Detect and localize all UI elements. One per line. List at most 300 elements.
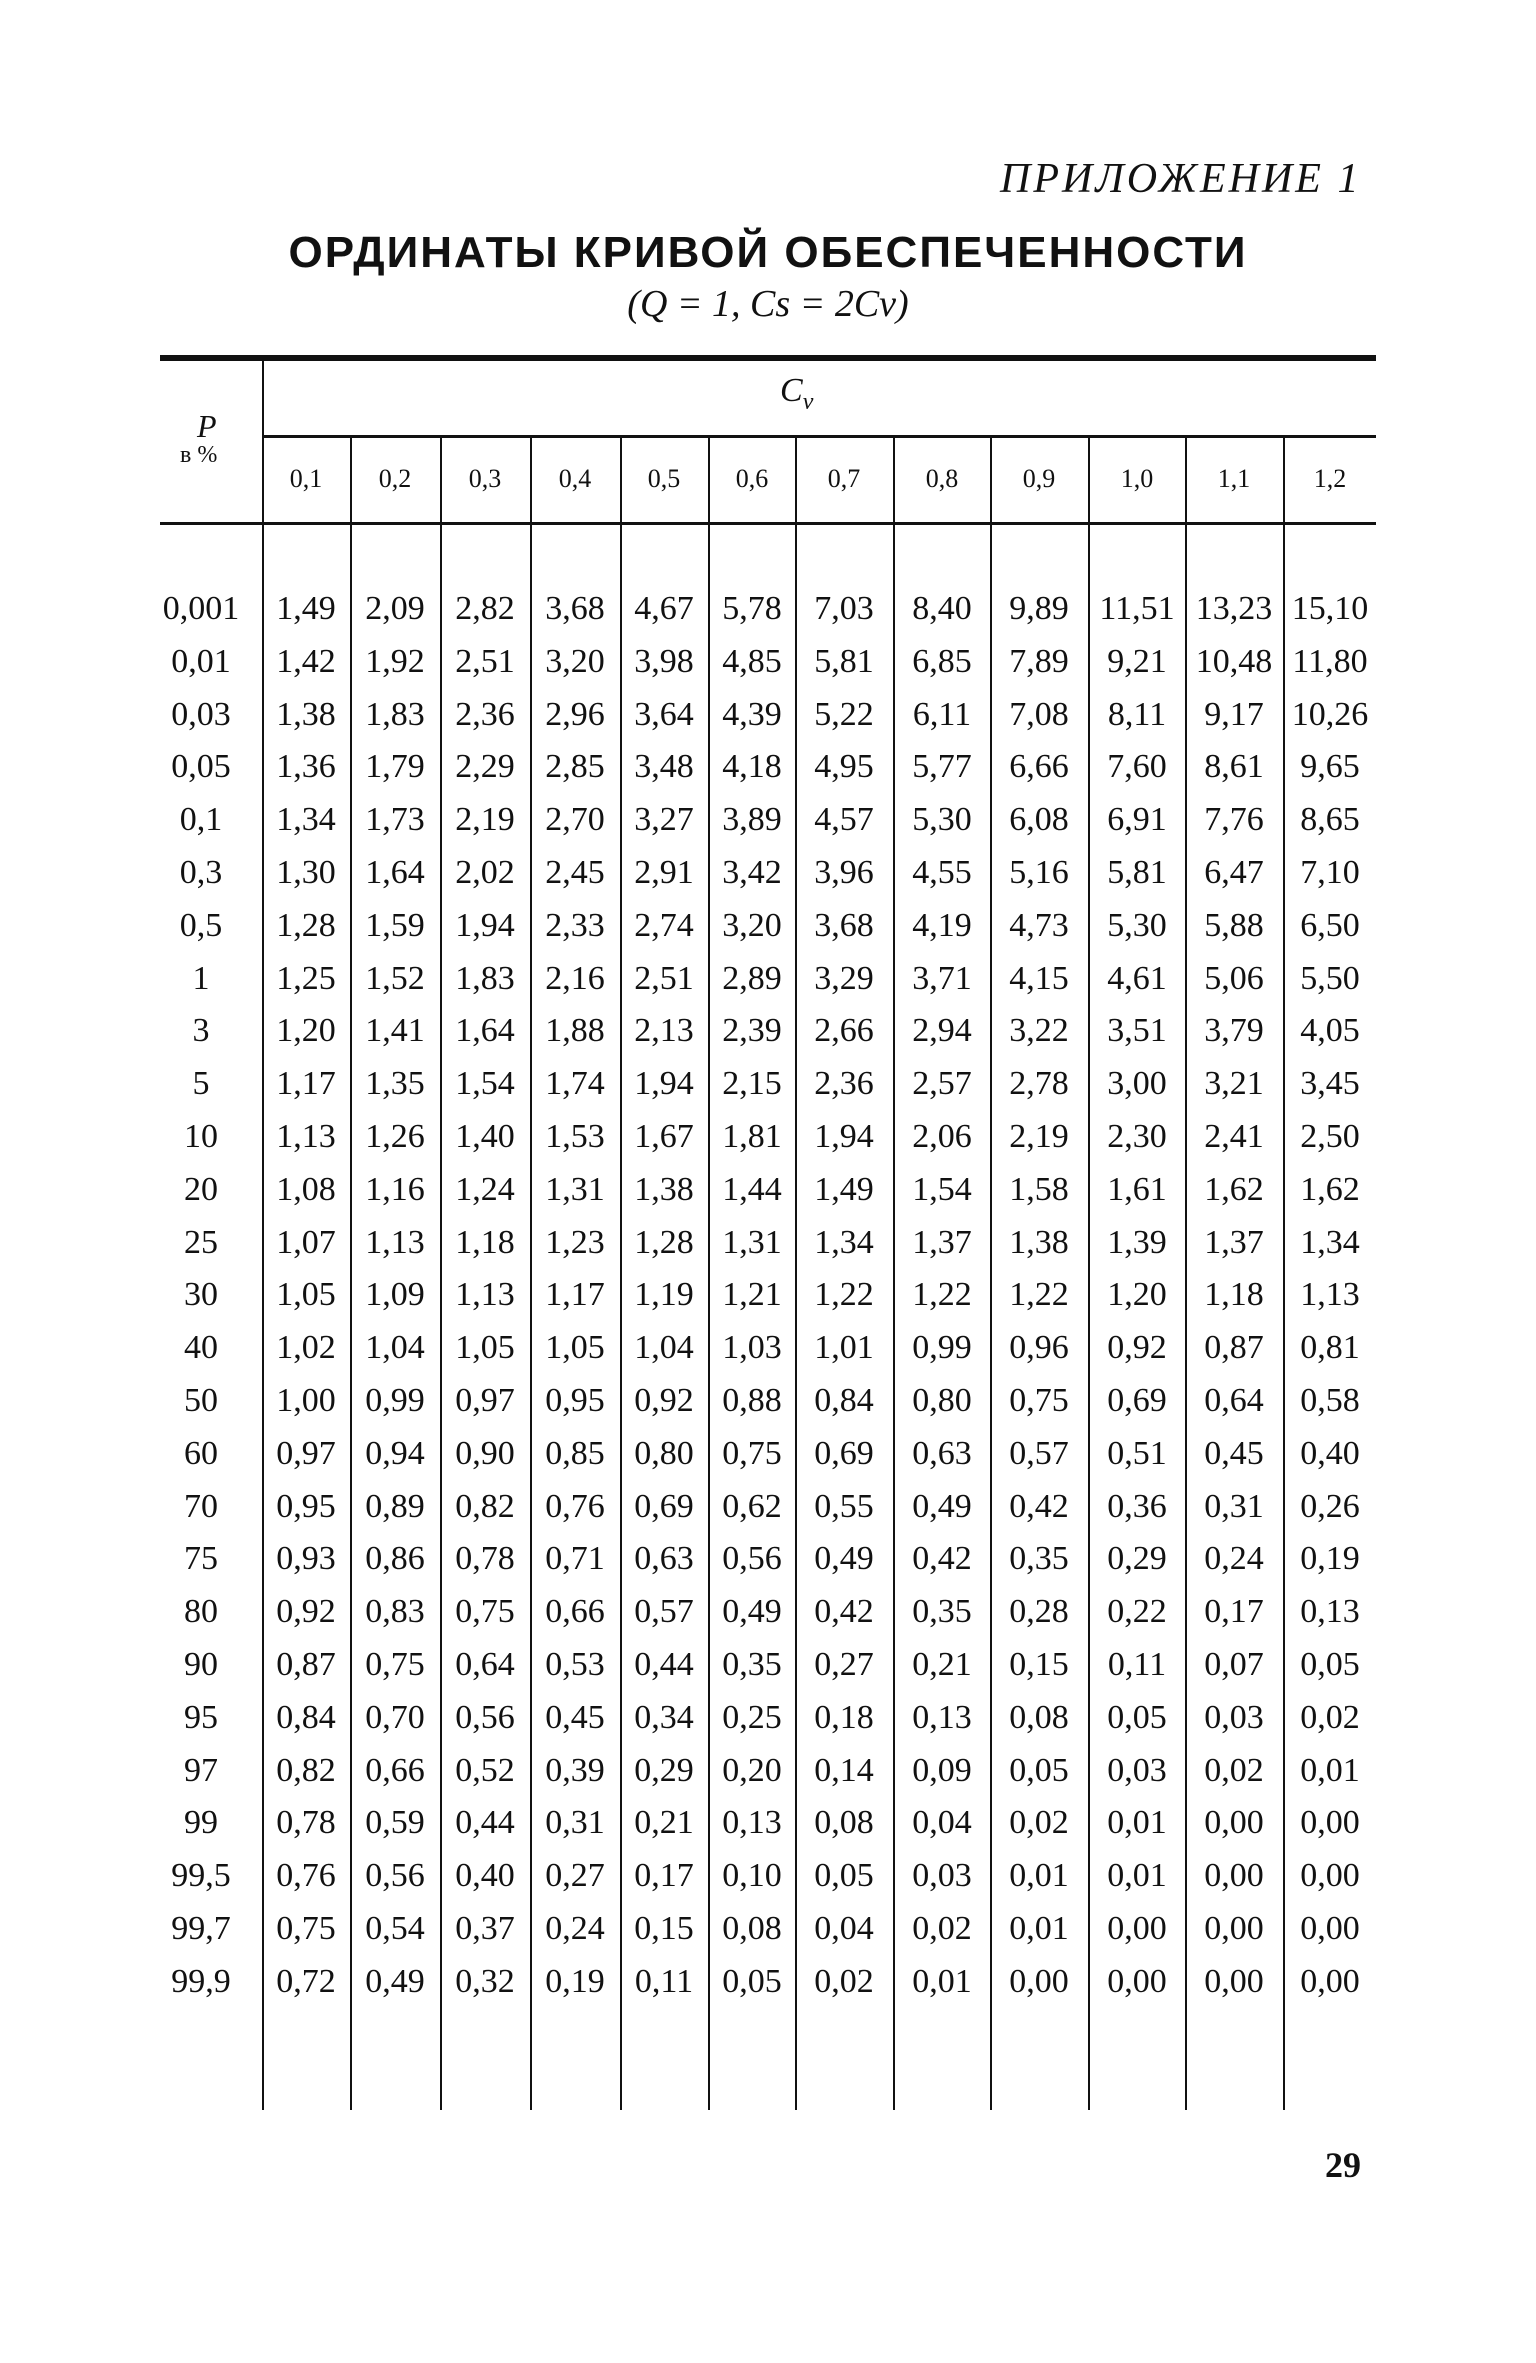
ordinate-cell: 0,27 [814, 1646, 874, 1683]
ordinate-cell: 0,51 [1107, 1434, 1167, 1472]
cv-column-header: 0,2 [378, 464, 412, 493]
ordinate-cell: 8,65 [1300, 801, 1360, 839]
ordinate-cell: 0,36 [1107, 1487, 1167, 1525]
ordinate-cell: 1,00 [276, 1382, 336, 1419]
ordinate-cell: 2,15 [722, 1065, 782, 1103]
probability-cell: 60 [184, 1434, 218, 1472]
probability-cell: 90 [184, 1646, 218, 1683]
ordinate-cell: 2,78 [1009, 1065, 1069, 1103]
ordinate-cell: 4,61 [1107, 959, 1167, 997]
ordinate-cell: 8,40 [912, 590, 972, 627]
ordinate-cell: 11,51 [1099, 590, 1175, 627]
ordinate-cell: 2,70 [545, 801, 605, 839]
ordinate-cell: 4,19 [912, 906, 972, 944]
cv-column-header: 1,1 [1217, 464, 1251, 493]
ordinate-cell: 0,42 [814, 1593, 874, 1631]
ordinate-cell: 1,19 [634, 1276, 694, 1314]
ordinate-cell: 0,75 [455, 1593, 515, 1631]
ordinate-cell: 0,17 [634, 1857, 694, 1895]
ordinate-cell: 0,45 [1204, 1434, 1264, 1472]
ordinate-cell: 0,63 [912, 1434, 972, 1472]
ordinate-cell: 3,71 [912, 959, 972, 997]
ordinate-cell: 0,85 [545, 1434, 605, 1472]
cv-group-header [780, 372, 813, 416]
ordinate-cell: 3,45 [1300, 1065, 1360, 1103]
ordinate-cell: 1,52 [365, 959, 425, 997]
ordinate-cell: 0,55 [814, 1487, 874, 1525]
ordinate-cell: 0,80 [912, 1382, 972, 1419]
ordinate-cell: 0,56 [365, 1857, 425, 1895]
ordinate-cell: 4,18 [722, 748, 782, 786]
ordinate-cell: 5,30 [1107, 906, 1167, 944]
ordinate-cell: 0,31 [545, 1804, 605, 1842]
ordinate-cell: 3,00 [1107, 1065, 1167, 1103]
ordinate-cell: 0,26 [1300, 1487, 1360, 1525]
ordinate-cell: 1,05 [455, 1329, 515, 1367]
ordinate-cell: 0,93 [276, 1540, 336, 1578]
ordinate-cell: 1,92 [365, 642, 425, 680]
ordinate-cell: 1,17 [276, 1065, 336, 1103]
ordinate-cell: 1,44 [722, 1170, 782, 1208]
ordinate-cell: 0,29 [634, 1751, 694, 1789]
ordinate-cell: 1,88 [545, 1012, 605, 1050]
ordinate-cell: 3,68 [545, 590, 605, 627]
probability-cell: 0,01 [171, 642, 231, 680]
ordinate-cell: 3,20 [545, 642, 605, 680]
ordinate-cell: 0,53 [545, 1646, 605, 1683]
ordinate-cell: 0,70 [365, 1698, 425, 1736]
ordinate-cell: 2,33 [545, 906, 605, 944]
ordinate-cell: 1,94 [634, 1065, 694, 1103]
ordinate-cell: 0,63 [634, 1540, 694, 1578]
ordinate-cell: 4,15 [1009, 959, 1069, 997]
cv-header-rule [262, 435, 1376, 438]
ordinate-cell: 3,89 [722, 801, 782, 839]
ordinate-cell: 0,40 [455, 1857, 515, 1895]
ordinate-cell: 0,13 [912, 1698, 972, 1736]
ordinate-cell: 1,22 [1009, 1276, 1069, 1314]
ordinate-cell: 0,00 [1300, 1857, 1360, 1895]
ordinate-cell: 9,65 [1300, 748, 1360, 786]
probability-cell: 99 [184, 1804, 218, 1842]
cv-column-header: 1,2 [1313, 464, 1347, 493]
ordinate-cell: 5,81 [814, 642, 874, 680]
ordinate-cell: 0,24 [545, 1910, 605, 1947]
ordinate-cell: 1,01 [814, 1329, 874, 1367]
ordinate-cell: 6,47 [1204, 854, 1264, 891]
probability-cell: 5 [192, 1065, 210, 1103]
ordinate-cell: 9,89 [1009, 590, 1069, 627]
ordinate-cell: 0,04 [912, 1804, 972, 1842]
ordinate-cell: 7,60 [1107, 748, 1167, 786]
ordinate-cell: 1,62 [1300, 1170, 1360, 1208]
ordinate-cell: 1,64 [455, 1012, 515, 1050]
ordinate-cell: 1,31 [722, 1223, 782, 1261]
ordinate-cell: 0,99 [912, 1329, 972, 1367]
ordinate-cell: 1,53 [545, 1118, 605, 1155]
ordinate-cell: 0,04 [814, 1910, 874, 1947]
ordinate-cell: 1,25 [276, 959, 336, 997]
ordinate-cell: 0,11 [634, 1962, 694, 2000]
ordinate-cell: 2,16 [545, 959, 605, 997]
cv-column-header: 0,1 [289, 464, 323, 493]
ordinate-cell: 2,50 [1300, 1118, 1360, 1155]
ordinate-cell: 4,57 [814, 801, 874, 839]
ordinate-cell: 0,17 [1204, 1593, 1264, 1631]
ordinate-cell: 0,13 [722, 1804, 782, 1842]
ordinate-cell: 1,22 [912, 1276, 972, 1314]
ordinate-cell: 0,03 [1204, 1698, 1264, 1736]
probability-cell: 75 [184, 1540, 218, 1578]
ordinate-cell: 5,78 [722, 590, 782, 627]
ordinate-cell: 0,00 [1204, 1962, 1264, 2000]
ordinate-cell: 0,62 [722, 1487, 782, 1525]
ordinate-cell: 1,13 [276, 1118, 336, 1155]
ordinate-cell: 1,05 [276, 1276, 336, 1314]
ordinate-cell: 1,13 [1300, 1276, 1360, 1314]
probability-cell: 99,5 [171, 1857, 231, 1895]
ordinate-cell: 2,51 [634, 959, 694, 997]
probability-cell: 0,001 [162, 590, 240, 627]
ordinate-cell: 0,57 [1009, 1434, 1069, 1472]
ordinate-cell: 0,90 [455, 1434, 515, 1472]
probability-cell: 80 [184, 1593, 218, 1631]
ordinate-cell: 0,42 [1009, 1487, 1069, 1525]
probability-cell: 1 [192, 959, 210, 997]
ordinate-cell: 0,95 [276, 1487, 336, 1525]
ordinate-cell: 0,09 [912, 1751, 972, 1789]
ordinate-cell: 0,15 [634, 1910, 694, 1947]
probability-cell: 97 [184, 1751, 218, 1789]
ordinate-cell: 0,22 [1107, 1593, 1167, 1631]
ordinate-cell: 5,16 [1009, 854, 1069, 891]
ordinate-cell: 1,22 [814, 1276, 874, 1314]
ordinate-cell: 5,81 [1107, 854, 1167, 891]
ordinate-cell: 0,00 [1300, 1962, 1360, 2000]
ordinate-cell: 2,29 [455, 748, 515, 786]
ordinate-cell: 5,50 [1300, 959, 1360, 997]
ordinate-cell: 0,05 [814, 1857, 874, 1895]
ordinate-cell: 0,84 [276, 1698, 336, 1736]
ordinate-cell: 0,05 [722, 1962, 782, 2000]
ordinate-cell: 1,74 [545, 1065, 605, 1103]
ordinate-cell: 7,89 [1009, 642, 1069, 680]
ordinate-cell: 0,87 [1204, 1329, 1264, 1367]
ordinate-cell: 1,35 [365, 1065, 425, 1103]
ordinate-cell: 6,66 [1009, 748, 1069, 786]
ordinate-cell: 0,75 [722, 1434, 782, 1472]
ordinate-cell: 1,40 [455, 1118, 515, 1155]
ordinate-cell: 3,96 [814, 854, 874, 891]
ordinate-cell: 0,35 [1009, 1540, 1069, 1578]
ordinate-cell: 2,36 [455, 695, 515, 733]
page-number: 29 [1325, 2145, 1361, 2185]
ordinate-cell: 1,09 [365, 1276, 425, 1314]
ordinate-cell: 0,58 [1300, 1382, 1360, 1419]
ordinate-cell: 0,72 [276, 1962, 336, 2000]
ordinate-cell: 0,05 [1300, 1646, 1360, 1683]
table-top-rule [160, 355, 1376, 361]
ordinate-cell: 2,45 [545, 854, 605, 891]
ordinate-cell: 2,89 [722, 959, 782, 997]
ordinate-cell: 0,66 [365, 1751, 425, 1789]
ordinate-cell: 2,30 [1107, 1118, 1167, 1155]
ordinate-cell: 0,25 [722, 1698, 782, 1736]
ordinate-cell: 1,38 [276, 695, 336, 733]
ordinate-cell: 0,49 [912, 1487, 972, 1525]
ordinate-cell: 2,85 [545, 748, 605, 786]
ordinate-cell: 1,28 [276, 906, 336, 944]
ordinate-cell: 1,36 [276, 748, 336, 786]
probability-cell: 95 [184, 1698, 218, 1736]
ordinate-cell: 0,19 [1300, 1540, 1360, 1578]
probability-cell: 20 [184, 1170, 218, 1208]
ordinate-cell: 3,64 [634, 695, 694, 733]
ordinate-cell: 0,75 [276, 1910, 336, 1947]
ordinate-cell: 1,18 [1204, 1276, 1264, 1314]
ordinate-cell: 2,74 [634, 906, 694, 944]
ordinate-cell: 0,78 [455, 1540, 515, 1578]
ordinate-cell: 4,85 [722, 642, 782, 680]
ordinate-cell: 0,44 [455, 1804, 515, 1842]
ordinate-cell: 1,41 [365, 1012, 425, 1050]
probability-cell: 0,1 [179, 801, 223, 839]
ordinate-cell: 0,27 [545, 1857, 605, 1895]
ordinate-cell: 7,10 [1300, 854, 1360, 891]
ordinate-cell: 0,59 [365, 1804, 425, 1842]
ordinate-cell: 0,07 [1204, 1646, 1264, 1683]
ordinate-cell: 1,81 [722, 1118, 782, 1155]
ordinate-cell: 6,08 [1009, 801, 1069, 839]
ordinate-cell: 6,91 [1107, 801, 1167, 839]
ordinate-cell: 11,80 [1292, 642, 1368, 680]
ordinate-cell: 0,13 [1300, 1593, 1360, 1631]
ordinate-cell: 0,92 [634, 1382, 694, 1419]
cv-column-header: 0,8 [925, 464, 959, 493]
ordinate-cell: 1,73 [365, 801, 425, 839]
ordinate-cell: 0,32 [455, 1962, 515, 2000]
ordinate-cell: 2,91 [634, 854, 694, 891]
ordinate-cell: 0,66 [545, 1593, 605, 1631]
ordinate-cell: 0,03 [1107, 1751, 1167, 1789]
ordinate-cell: 3,22 [1009, 1012, 1069, 1050]
ordinate-cell: 1,83 [365, 695, 425, 733]
ordinate-cell: 0,29 [1107, 1540, 1167, 1578]
ordinate-cell: 3,48 [634, 748, 694, 786]
probability-cell: 10 [184, 1118, 218, 1155]
ordinate-cell: 2,13 [634, 1012, 694, 1050]
ordinate-cell: 0,69 [634, 1487, 694, 1525]
ordinate-cell: 0,92 [1107, 1329, 1167, 1367]
cv-column-header: 1,0 [1120, 464, 1154, 493]
ordinate-cell: 1,58 [1009, 1170, 1069, 1208]
ordinate-cell: 0,71 [545, 1540, 605, 1578]
ordinate-cell: 0,76 [545, 1487, 605, 1525]
ordinate-cell: 9,21 [1107, 642, 1167, 680]
ordinate-cell: 0,00 [1204, 1804, 1264, 1842]
ordinate-cell: 0,57 [634, 1593, 694, 1631]
ordinate-cell: 0,87 [276, 1646, 336, 1683]
ordinate-cell: 0,00 [1204, 1857, 1264, 1895]
ordinate-cell: 1,23 [545, 1223, 605, 1261]
ordinate-cell: 0,82 [276, 1751, 336, 1789]
ordinate-cell: 0,52 [455, 1751, 515, 1789]
ordinate-cell: 0,02 [1300, 1698, 1360, 1736]
ordinate-cell: 4,55 [912, 854, 972, 891]
ordinate-cell: 2,94 [912, 1012, 972, 1050]
p-column-label: P [197, 408, 217, 444]
ordinate-cell: 2,57 [912, 1065, 972, 1103]
ordinate-cell: 1,67 [634, 1118, 694, 1155]
ordinate-cell: 0,94 [365, 1434, 425, 1472]
cv-column-header: 0,4 [558, 464, 592, 493]
probability-cell: 99,7 [171, 1910, 231, 1947]
ordinate-cell: 0,97 [276, 1434, 336, 1472]
cv-column-header: 0,6 [735, 464, 769, 493]
ordinate-cell: 4,39 [722, 695, 782, 733]
ordinate-cell: 0,56 [722, 1540, 782, 1578]
probability-cell: 3 [192, 1012, 210, 1050]
ordinate-cell: 0,01 [1300, 1751, 1360, 1789]
ordinate-cell: 0,02 [912, 1910, 972, 1947]
ordinate-cell: 0,21 [912, 1646, 972, 1683]
ordinate-cell: 0,01 [912, 1962, 972, 2000]
ordinate-cell: 1,49 [276, 590, 336, 627]
ordinate-cell: 1,18 [455, 1223, 515, 1261]
ordinate-cell: 1,38 [634, 1170, 694, 1208]
ordinate-cell: 1,79 [365, 748, 425, 786]
cv-column-header: 0,9 [1022, 464, 1056, 493]
ordinate-cell: 0,84 [814, 1382, 874, 1419]
ordinate-cell: 7,76 [1204, 801, 1264, 839]
ordinate-cell: 1,21 [722, 1276, 782, 1314]
ordinate-cell: 0,76 [276, 1857, 336, 1895]
probability-cell: 25 [184, 1223, 218, 1261]
page-title: ОРДИНАТЫ КРИВОЙ ОБЕСПЕЧЕННОСТИ [288, 228, 1248, 277]
ordinate-cell: 0,00 [1009, 1962, 1069, 2000]
ordinate-cell: 1,02 [276, 1329, 336, 1367]
ordinate-cell: 1,05 [545, 1329, 605, 1367]
page-subtitle: (Q = 1, Cs = 2Cv) [627, 283, 909, 325]
ordinate-cell: 1,31 [545, 1170, 605, 1208]
ordinate-cell: 0,97 [455, 1382, 515, 1419]
ordinate-cell: 1,13 [455, 1276, 515, 1314]
ordinate-cell: 0,49 [722, 1593, 782, 1631]
p-column-unit: в % [180, 442, 218, 468]
ordinate-cell: 1,08 [276, 1170, 336, 1208]
ordinate-cell: 0,35 [912, 1593, 972, 1631]
ordinate-cell: 2,39 [722, 1012, 782, 1050]
ordinate-cell: 0,01 [1107, 1857, 1167, 1895]
ordinate-cell: 1,07 [276, 1223, 336, 1261]
ordinate-cell: 4,05 [1300, 1012, 1360, 1050]
ordinate-cell: 1,94 [455, 906, 515, 944]
ordinate-cell: 1,04 [634, 1329, 694, 1367]
ordinate-cell: 0,21 [634, 1804, 694, 1842]
ordinate-cell: 0,11 [1107, 1646, 1167, 1683]
ordinate-cell: 0,82 [455, 1487, 515, 1525]
ordinate-cell: 0,02 [814, 1962, 874, 2000]
ordinate-cell: 0,78 [276, 1804, 336, 1842]
cv-subscript: v [802, 388, 814, 415]
ordinate-cell: 0,44 [634, 1646, 694, 1683]
ordinate-cell: 0,39 [545, 1751, 605, 1789]
ordinate-cell: 0,69 [1107, 1382, 1167, 1419]
ordinate-cell: 0,75 [1009, 1382, 1069, 1419]
ordinate-cell: 2,96 [545, 695, 605, 733]
ordinate-cell: 1,61 [1107, 1170, 1167, 1208]
ordinate-cell: 0,88 [722, 1382, 782, 1419]
appendix-label: ПРИЛОЖЕНИЕ 1 [1000, 156, 1362, 202]
ordinate-cell: 2,06 [912, 1118, 972, 1155]
ordinate-cell: 1,37 [912, 1223, 972, 1261]
ordinate-cell: 0,18 [814, 1698, 874, 1736]
ordinate-cell: 0,08 [1009, 1698, 1069, 1736]
ordinate-cell: 2,36 [814, 1065, 874, 1103]
ordinate-cell: 1,39 [1107, 1223, 1167, 1261]
ordinate-cell: 3,27 [634, 801, 694, 839]
ordinate-cell: 0,37 [455, 1910, 515, 1947]
ordinate-cell: 6,50 [1300, 906, 1360, 944]
ordinate-cell: 0,01 [1107, 1804, 1167, 1842]
ordinate-cell: 0,81 [1300, 1329, 1360, 1367]
ordinate-cell: 4,95 [814, 748, 874, 786]
cv-symbol: C [780, 372, 803, 409]
probability-cell: 40 [184, 1329, 218, 1367]
ordinate-cell: 0,00 [1300, 1804, 1360, 1842]
ordinate-cell: 0,64 [1204, 1382, 1264, 1419]
ordinate-cell: 0,40 [1300, 1434, 1360, 1472]
ordinate-cell: 1,34 [1300, 1223, 1360, 1261]
ordinate-cell: 4,73 [1009, 906, 1069, 944]
ordinate-cell: 1,54 [455, 1065, 515, 1103]
ordinate-cell: 0,00 [1204, 1910, 1264, 1947]
ordinate-cell: 0,05 [1107, 1698, 1167, 1736]
ordinate-cell: 0,00 [1300, 1910, 1360, 1947]
ordinate-cell: 7,08 [1009, 695, 1069, 733]
ordinate-cell: 1,37 [1204, 1223, 1264, 1261]
ordinate-cell: 6,85 [912, 642, 972, 680]
ordinate-cell: 0,83 [365, 1593, 425, 1631]
ordinate-cell: 1,30 [276, 854, 336, 891]
ordinate-cell: 1,83 [455, 959, 515, 997]
probability-cell: 0,03 [171, 695, 231, 733]
ordinate-cell: 1,34 [814, 1223, 874, 1261]
ordinate-cell: 1,20 [276, 1012, 336, 1050]
ordinate-cell: 0,03 [912, 1857, 972, 1895]
ordinate-cell: 0,80 [634, 1434, 694, 1472]
ordinate-cell: 0,34 [634, 1698, 694, 1736]
ordinate-cell: 0,69 [814, 1434, 874, 1472]
ordinate-cell: 5,88 [1204, 906, 1264, 944]
ordinate-cell: 3,98 [634, 642, 694, 680]
ordinate-cell: 0,75 [365, 1646, 425, 1683]
ordinate-cell: 1,64 [365, 854, 425, 891]
ordinate-cell: 0,28 [1009, 1593, 1069, 1631]
ordinate-cell: 0,96 [1009, 1329, 1069, 1367]
ordinate-cell: 1,24 [455, 1170, 515, 1208]
ordinate-cell: 5,30 [912, 801, 972, 839]
ordinate-cell: 8,11 [1107, 695, 1167, 733]
cv-column-header: 0,5 [647, 464, 681, 493]
ordinate-cell: 2,51 [455, 642, 515, 680]
ordinate-cell: 2,66 [814, 1012, 874, 1050]
ordinate-cell: 3,42 [722, 854, 782, 891]
ordinate-cell: 0,64 [455, 1646, 515, 1683]
ordinate-cell: 3,29 [814, 959, 874, 997]
ordinate-cell: 0,00 [1107, 1910, 1167, 1947]
ordinate-cell: 3,51 [1107, 1012, 1167, 1050]
